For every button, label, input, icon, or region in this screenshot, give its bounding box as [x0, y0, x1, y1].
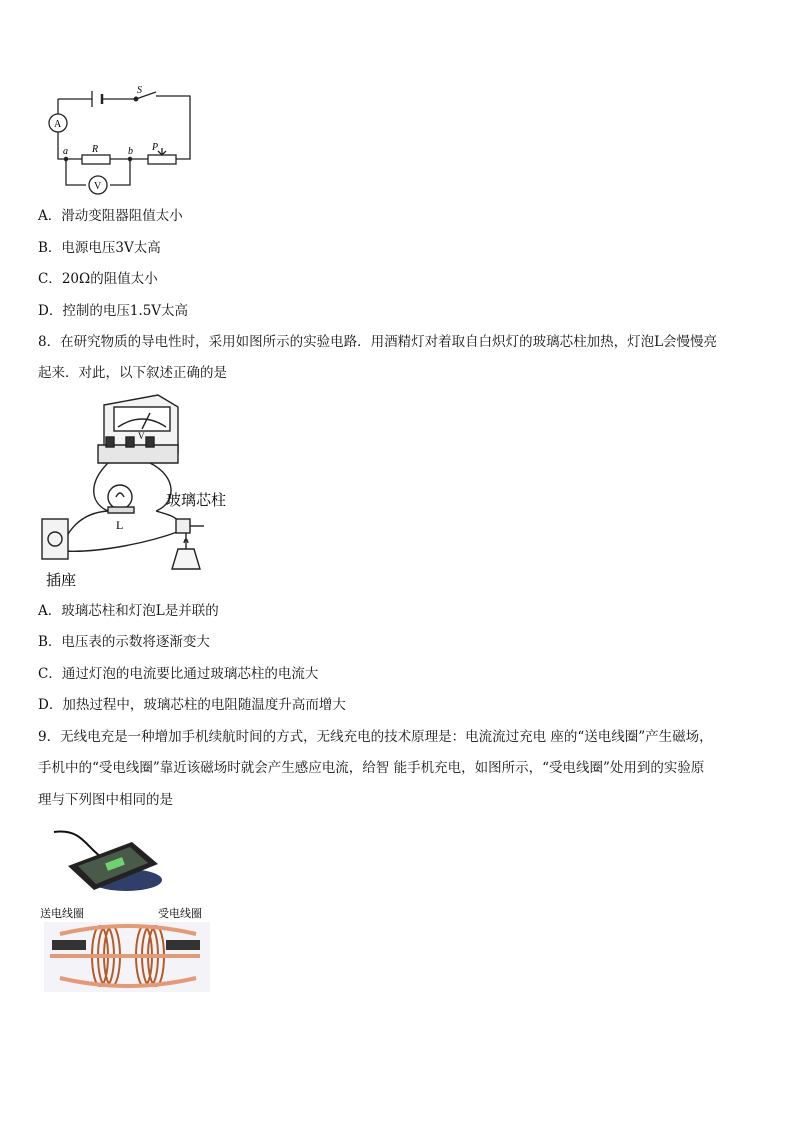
- switch-label: S: [137, 85, 142, 96]
- q9-stem-line1: 9．无线电充是一种增加手机续航时间的方式，无线充电的技术原理是：电流流过充电 座的“送电线圈”产生磁场，: [38, 729, 713, 745]
- q8-stem-line2: 起来．对此，以下叙述正确的是: [38, 365, 227, 381]
- q9-stem-line3: 理与下列图中相同的是: [38, 792, 173, 808]
- wireless-charging-figure: [40, 822, 216, 998]
- voltmeter-v-label: V: [138, 431, 145, 441]
- ammeter-label: A: [54, 119, 62, 130]
- node-a-label: a: [63, 146, 68, 157]
- glass-conductivity-figure: [38, 393, 248, 589]
- q7-option-a: A．滑动变阻器阻值太小: [38, 208, 183, 224]
- voltmeter-label: V: [94, 181, 102, 192]
- q8-stem-line1: 8．在研究物质的导电性时，采用如图所示的实验电路．用酒精灯对着取自白炽灯的玻璃芯柱加热，灯泡L会慢慢亮: [38, 334, 718, 350]
- q7-option-d: D．控制的电压1.5V太高: [38, 303, 189, 319]
- q8-option-a: A．玻璃芯柱和灯泡L是并联的: [38, 603, 219, 619]
- circuit-diagram: [44, 84, 194, 196]
- bulb-l-label: L: [116, 518, 124, 532]
- recv-coil-label: 受电线圈: [158, 908, 202, 920]
- q8-option-b: B．电压表的示数将逐渐变大: [38, 634, 210, 650]
- slider-label: P: [152, 142, 159, 153]
- socket-label: 插座: [46, 573, 77, 589]
- q9-stem-line2: 手机中的“受电线圈”靠近该磁场时就会产生感应电流，给智 能手机充电，如图所示，“受电线圈”处用到的实验原: [38, 760, 705, 776]
- q7-option-b: B．电源电压3V太高: [38, 240, 161, 256]
- q8-option-c: C．通过灯泡的电流要比通过玻璃芯柱的电流大: [38, 666, 319, 682]
- resistor-label: R: [92, 144, 99, 155]
- q7-option-c: C．20Ω的阻值太小: [38, 271, 158, 287]
- node-b-label: b: [128, 146, 133, 157]
- glass-core-label: 玻璃芯柱: [166, 493, 227, 509]
- send-coil-label: 送电线圈: [40, 908, 84, 920]
- q8-option-d: D．加热过程中，玻璃芯柱的电阻随温度升高而增大: [38, 697, 346, 713]
